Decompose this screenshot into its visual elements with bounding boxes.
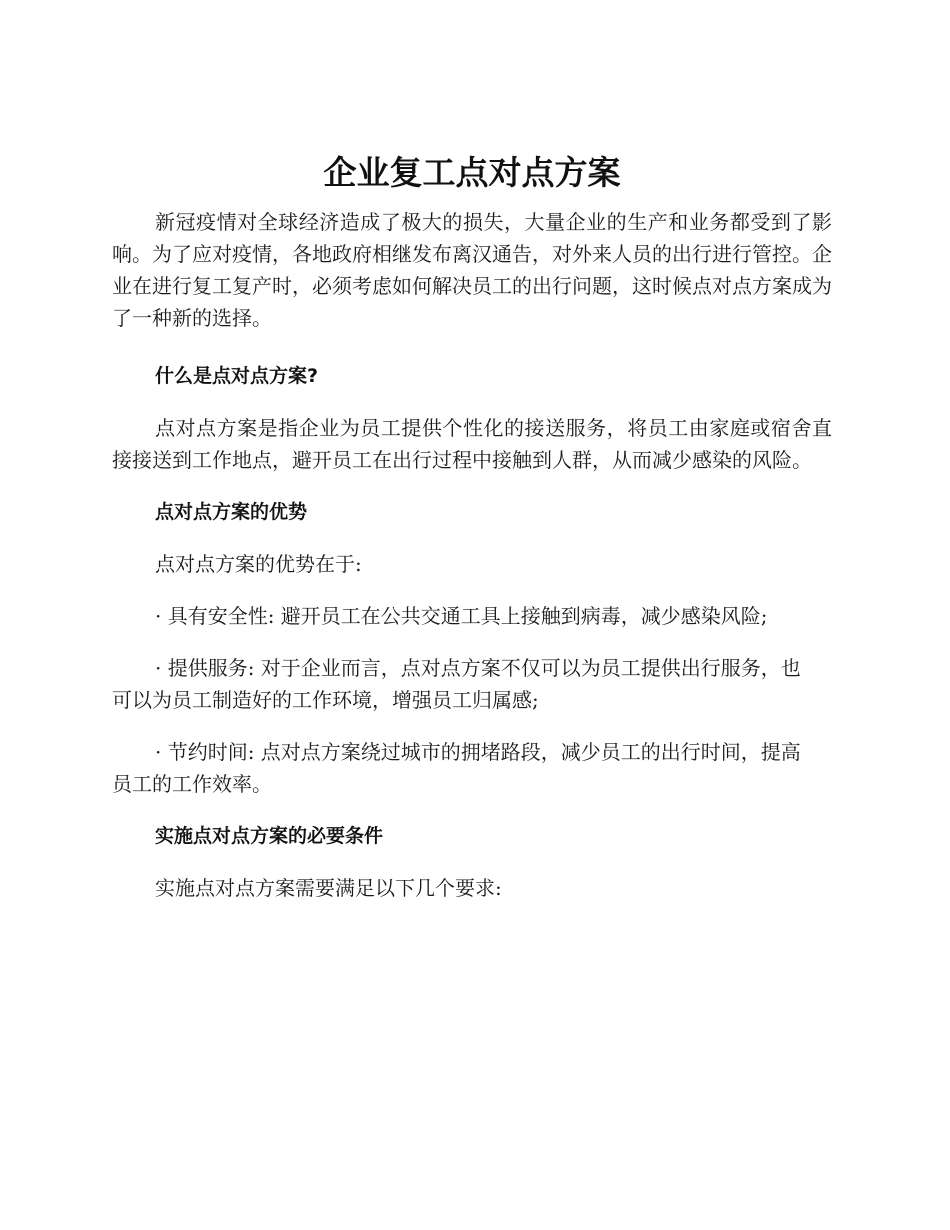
bullet-item: · 节约时间: 点对点方案绕过城市的拥堵路段，减少员工的出行时间，提高员工的工作效率。: [112, 740, 801, 796]
section-paragraph: 实施点对点方案需要满足以下几个要求:: [155, 876, 502, 900]
section-advantages: [112, 496, 832, 800]
section-heading: 实施点对点方案的必要条件: [155, 825, 384, 847]
bullet-item: · 提供服务: 对于企业而言，点对点方案不仅可以为员工提供出行服务，也可以为员工制造好的工作环境，增强员工归属感;: [112, 656, 801, 712]
section-requirements: [112, 820, 832, 904]
document-title: 企业复工点对点方案: [323, 153, 621, 192]
section-heading: 什么是点对点方案?: [155, 365, 319, 387]
section-paragraph: 点对点方案是指企业为员工提供个性化的接送服务，将员工由家庭或宿舍直接接送到工作地点，避开员工在出行过程中接触到人群，从而减少感染的风险。: [112, 416, 832, 472]
bullet-item: · 具有安全性: 避开员工在公共交通工具上接触到病毒，减少感染风险;: [155, 604, 768, 628]
section-heading: 点对点方案的优势: [155, 501, 308, 523]
section-paragraph: 点对点方案的优势在于:: [155, 552, 362, 576]
section-what-is: [112, 360, 832, 476]
intro-paragraph: 新冠疫情对全球经济造成了极大的损失，大量企业的生产和业务都受到了影响。为了应对疫情，各地政府相继发布离汉通告，对外来人员的出行进行管控。企业在进行复工复产时，必须考虑如何解决员工的出行问题，这时候点对点方案成为了一种新的选择。: [112, 210, 832, 330]
document-page: [112, 150, 832, 924]
